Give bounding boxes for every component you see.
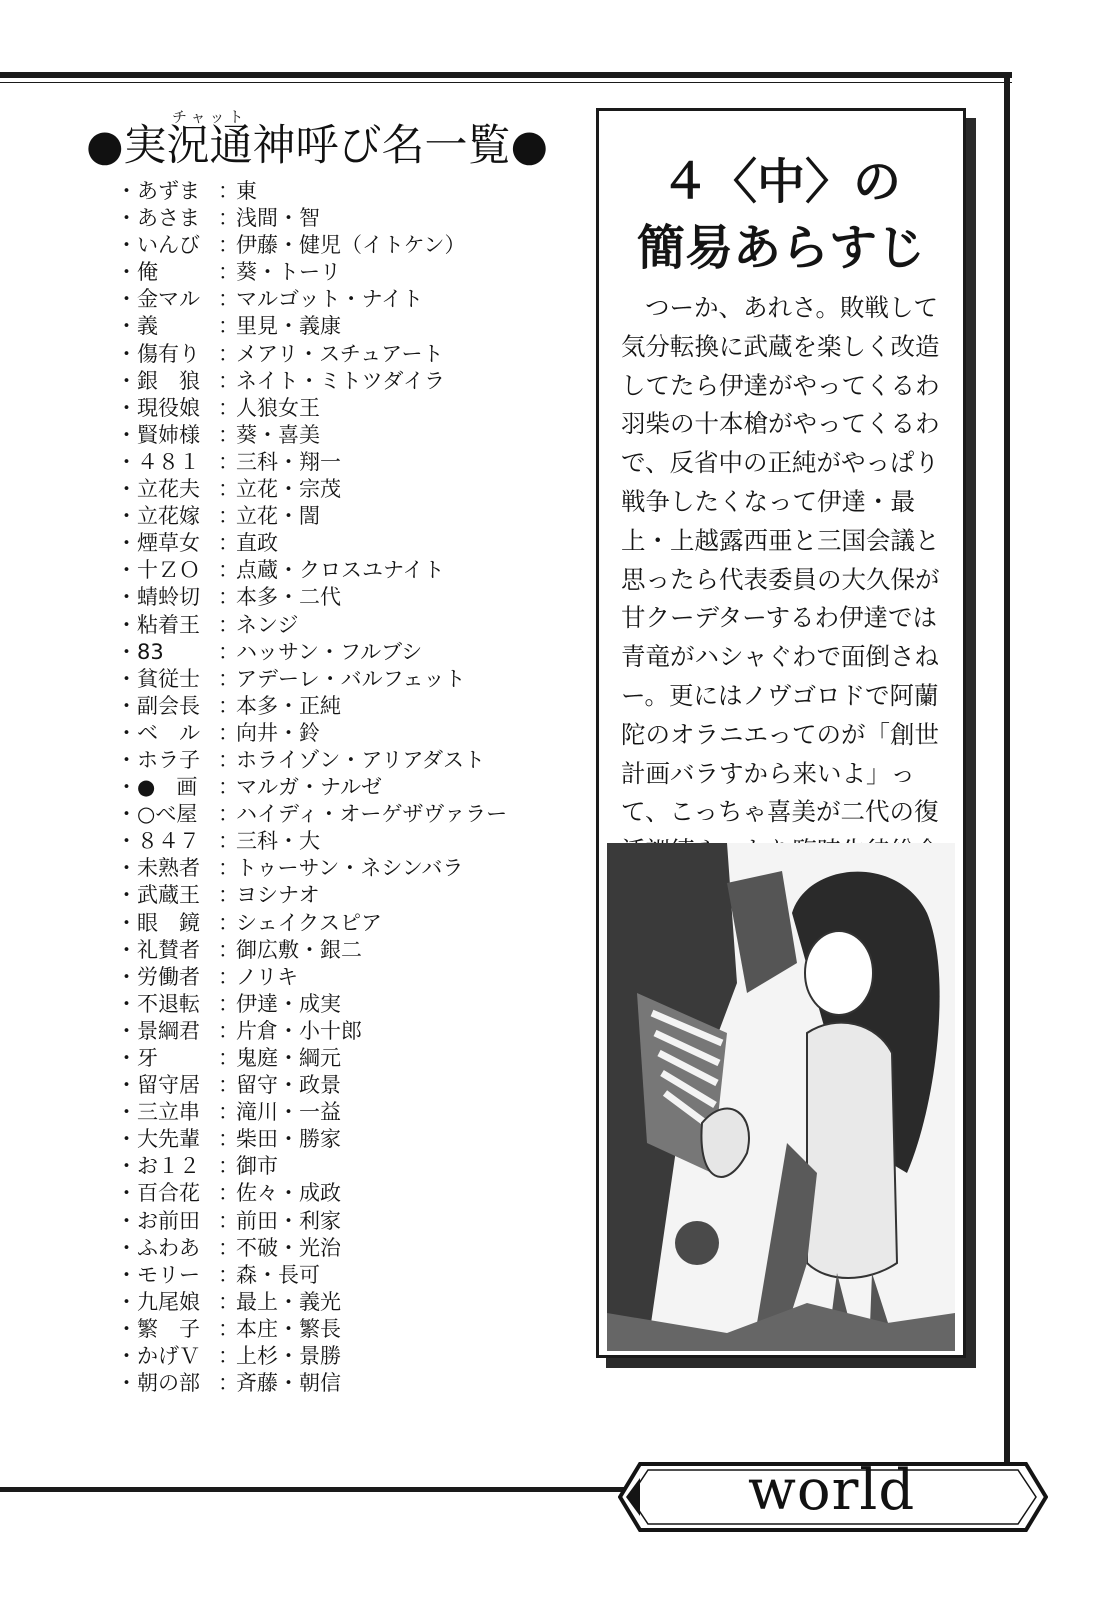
separator: ：	[218, 1154, 239, 1179]
list-item	[116, 1072, 536, 1099]
nickname: ・ベ ル	[116, 720, 200, 745]
list-item	[116, 747, 536, 774]
top-border-rule	[0, 72, 1012, 78]
nickname: ・貧従士	[116, 666, 200, 691]
separator: ：	[218, 775, 239, 800]
real-name: 本多・正純	[236, 693, 341, 718]
heading-ruby: チャット	[172, 108, 248, 126]
nickname: ・副会長	[116, 693, 200, 718]
nickname: ・８４７	[116, 829, 200, 854]
real-name: ハッサン・フルブシ	[236, 639, 423, 664]
list-item	[116, 341, 536, 368]
real-name: ハイディ・オーゲザヴァラー	[236, 802, 508, 827]
separator: ：	[218, 1208, 239, 1233]
list-item	[116, 882, 536, 909]
list-item	[116, 205, 536, 232]
list-item	[116, 801, 536, 828]
list-item	[116, 1099, 536, 1126]
nickname: ・現役娘	[116, 395, 200, 420]
list-item	[116, 557, 536, 584]
real-name: トゥーサン・ネシンバラ	[236, 856, 464, 881]
real-name: ネンジ	[236, 612, 299, 637]
separator: ：	[218, 639, 239, 664]
list-item	[116, 1126, 536, 1153]
nickname: ・牙	[116, 1046, 158, 1070]
real-name: 直政	[236, 531, 278, 556]
real-name: 浅間・智	[236, 206, 320, 231]
nickname: ・ホラ子	[116, 747, 200, 772]
real-name: 三科・大	[236, 829, 320, 854]
real-name: 斉藤・朝信	[236, 1371, 341, 1396]
separator: ：	[218, 1181, 239, 1206]
separator: ：	[218, 395, 239, 420]
separator: ：	[218, 558, 239, 583]
name-list-title: ●実況通神呼び名一覧●	[86, 121, 549, 171]
list-item	[116, 1316, 536, 1343]
separator: ：	[218, 693, 239, 718]
real-name: ノリキ	[236, 964, 299, 989]
nickname: ・義	[116, 314, 158, 339]
real-name: 点蔵・クロスユナイト	[236, 558, 445, 583]
separator: ：	[218, 964, 239, 989]
nickname: ・眼 鏡	[116, 910, 200, 935]
real-name: 御広敷・銀二	[236, 937, 362, 962]
separator: ：	[218, 720, 239, 745]
nickname: ・モリー	[116, 1262, 200, 1287]
nickname: ・俺	[116, 260, 158, 285]
real-name: 鬼庭・綱元	[236, 1046, 341, 1070]
separator: ：	[218, 477, 239, 502]
nickname: ・立花夫	[116, 477, 200, 502]
list-item	[116, 964, 536, 991]
real-name: 不破・光治	[236, 1235, 341, 1260]
nickname: ・かげＶ	[116, 1344, 200, 1369]
nickname: ・いんび	[116, 233, 200, 258]
real-name: 伊達・成実	[236, 991, 341, 1016]
list-item	[116, 1045, 536, 1072]
separator: ：	[218, 585, 239, 610]
separator: ：	[218, 1371, 239, 1396]
real-name: 片倉・小十郎	[236, 1018, 362, 1043]
separator: ：	[218, 531, 239, 556]
separator: ：	[218, 449, 239, 474]
real-name: 東	[236, 179, 257, 203]
nickname: ・大先輩	[116, 1127, 200, 1152]
nickname: ・あさま	[116, 206, 200, 231]
list-item	[116, 178, 536, 205]
list-item	[116, 530, 536, 557]
real-name: アデーレ・バルフェット	[236, 666, 466, 691]
nickname: ・繁 子	[116, 1316, 200, 1341]
list-item	[116, 774, 536, 801]
separator: ：	[218, 910, 239, 935]
list-item	[116, 910, 536, 937]
nickname: ・留守居	[116, 1073, 200, 1098]
list-item	[116, 1018, 536, 1045]
list-item	[116, 1289, 536, 1316]
separator: ：	[218, 504, 239, 529]
nickname: ・あずま	[116, 179, 200, 203]
character-illustration	[607, 843, 955, 1351]
nickname: ・三立串	[116, 1100, 200, 1125]
real-name: 前田・利家	[236, 1208, 341, 1233]
nickname: ・○べ屋	[116, 802, 198, 827]
real-name: 御市	[236, 1154, 278, 1179]
separator: ：	[218, 1018, 239, 1043]
real-name: シェイクスピア	[236, 910, 382, 935]
separator: ：	[218, 1235, 239, 1260]
world-section-label: world	[748, 1458, 916, 1523]
list-item	[116, 476, 536, 503]
nickname: ・未熟者	[116, 856, 200, 881]
list-item	[116, 937, 536, 964]
list-item	[116, 368, 536, 395]
real-name: 森・長可	[236, 1262, 320, 1287]
separator: ：	[218, 991, 239, 1016]
real-name: 葵・喜美	[236, 422, 320, 447]
nickname: ・４８１	[116, 449, 200, 474]
list-item	[116, 395, 536, 422]
separator: ：	[218, 1316, 239, 1341]
real-name: 本多・二代	[236, 585, 341, 610]
synopsis-box	[596, 108, 966, 1358]
synopsis-title-line1: ４〈中〉の	[660, 154, 901, 210]
separator: ：	[218, 1100, 239, 1125]
list-item	[116, 1343, 536, 1370]
top-border-hairline	[0, 82, 1012, 83]
nickname: ・金マル	[116, 287, 200, 312]
separator: ：	[218, 179, 239, 203]
real-name: マルガ・ナルゼ	[236, 775, 382, 800]
list-item	[116, 991, 536, 1018]
nickname: ・ふわあ	[116, 1235, 200, 1260]
list-item	[116, 503, 536, 530]
nickname: ・武蔵王	[116, 883, 200, 908]
nickname-list	[116, 178, 536, 1397]
nickname: ・労働者	[116, 964, 200, 989]
separator: ：	[218, 233, 239, 258]
separator: ：	[218, 829, 239, 854]
list-item	[116, 1370, 536, 1397]
list-item	[116, 612, 536, 639]
list-item	[116, 828, 536, 855]
nickname: ・礼賛者	[116, 937, 200, 962]
separator: ：	[218, 747, 239, 772]
nickname: ・景綱君	[116, 1018, 200, 1043]
list-item	[116, 584, 536, 611]
bottom-border-rule	[0, 1487, 640, 1492]
nickname: ・立花嫁	[116, 504, 200, 529]
list-item	[116, 259, 536, 286]
list-item	[116, 855, 536, 882]
list-item	[116, 286, 536, 313]
list-item	[116, 639, 536, 666]
real-name: 伊藤・健児（イトケン）	[236, 233, 466, 258]
real-name: 最上・義光	[236, 1289, 341, 1314]
real-name: ネイト・ミトツダイラ	[236, 368, 445, 393]
separator: ：	[218, 666, 239, 691]
real-name: 三科・翔一	[236, 449, 341, 474]
list-item	[116, 1208, 536, 1235]
real-name: 立花・誾	[236, 504, 320, 529]
list-item	[116, 232, 536, 259]
separator: ：	[218, 206, 239, 231]
nickname: ・蜻蛉切	[116, 585, 200, 610]
nickname: ・煙草女	[116, 531, 200, 556]
list-item	[116, 449, 536, 476]
separator: ：	[218, 883, 239, 908]
synopsis-title-line2: 簡易あらすじ	[636, 220, 925, 276]
nickname: ・● 画	[116, 775, 198, 800]
separator: ：	[218, 368, 239, 393]
synopsis-title	[613, 149, 949, 281]
separator: ：	[218, 341, 239, 366]
separator: ：	[218, 1127, 239, 1152]
real-name: メアリ・スチュアート	[236, 341, 444, 366]
separator: ：	[218, 856, 239, 881]
nickname: ・不退転	[116, 991, 200, 1016]
synopsis-body: つーか、あれさ。敗戦して気分転換に武蔵を楽しく改造してたら伊達がやってくるわ羽柴の十本槍がやってくるわで、反省中の正純がやっぱり戦争したくなって伊達・最上・上越露西亜と三国会議と思ったら代表委員の大久保が甘クーデターするわ伊達では青竜がハシャぐわで面倒さねー。更にはノヴゴロドで阿蘭陀のオラニエってのが「創世計画バラすから来いよ」って、こっちゃ喜美が二代の復	[621, 293, 940, 827]
separator: ：	[218, 287, 239, 312]
real-name: 本庄・繁長	[236, 1316, 341, 1341]
real-name: 留守・政景	[236, 1073, 341, 1098]
real-name: 人狼女王	[236, 395, 320, 420]
separator: ：	[218, 1046, 239, 1070]
separator: ：	[218, 260, 239, 285]
separator: ：	[218, 422, 239, 447]
list-item	[116, 720, 536, 747]
real-name: マルゴット・ナイト	[236, 287, 424, 312]
nickname: ・九尾娘	[116, 1289, 200, 1314]
separator: ：	[218, 612, 239, 637]
nickname: ・十ＺＯ	[116, 558, 200, 583]
nickname: ・銀 狼	[116, 368, 200, 393]
real-name: 葵・トーリ	[236, 260, 341, 285]
real-name: ヨシナオ	[236, 883, 320, 908]
real-name: 滝川・一益	[236, 1100, 341, 1125]
separator: ：	[218, 314, 239, 339]
separator: ：	[218, 1289, 239, 1314]
real-name: 里見・義康	[236, 314, 341, 339]
list-item	[116, 1180, 536, 1207]
real-name: 柴田・勝家	[236, 1127, 341, 1152]
nickname: ・粘着王	[116, 612, 200, 637]
real-name: 向井・鈴	[236, 720, 320, 745]
real-name: ホライゾン・アリアダスト	[236, 747, 486, 772]
list-item	[116, 422, 536, 449]
list-item	[116, 693, 536, 720]
nickname: ・百合花	[116, 1181, 200, 1206]
list-item	[116, 666, 536, 693]
right-border-rule	[1004, 72, 1010, 1492]
separator: ：	[218, 1073, 239, 1098]
separator: ：	[218, 1262, 239, 1287]
separator: ：	[218, 937, 239, 962]
real-name: 佐々・成政	[236, 1181, 341, 1206]
separator: ：	[218, 1344, 239, 1369]
list-item	[116, 1153, 536, 1180]
nickname: ・お前田	[116, 1208, 200, 1233]
real-name: 立花・宗茂	[236, 477, 341, 502]
real-name: 上杉・景勝	[236, 1344, 341, 1369]
nickname: ・傷有り	[116, 341, 200, 366]
separator: ：	[218, 802, 239, 827]
nickname: ・83	[116, 639, 164, 664]
list-item	[116, 1262, 536, 1289]
nickname: ・賢姉様	[116, 422, 200, 447]
nickname: ・お１２	[116, 1154, 200, 1179]
list-item	[116, 313, 536, 340]
list-item	[116, 1235, 536, 1262]
nickname: ・朝の部	[116, 1371, 200, 1396]
